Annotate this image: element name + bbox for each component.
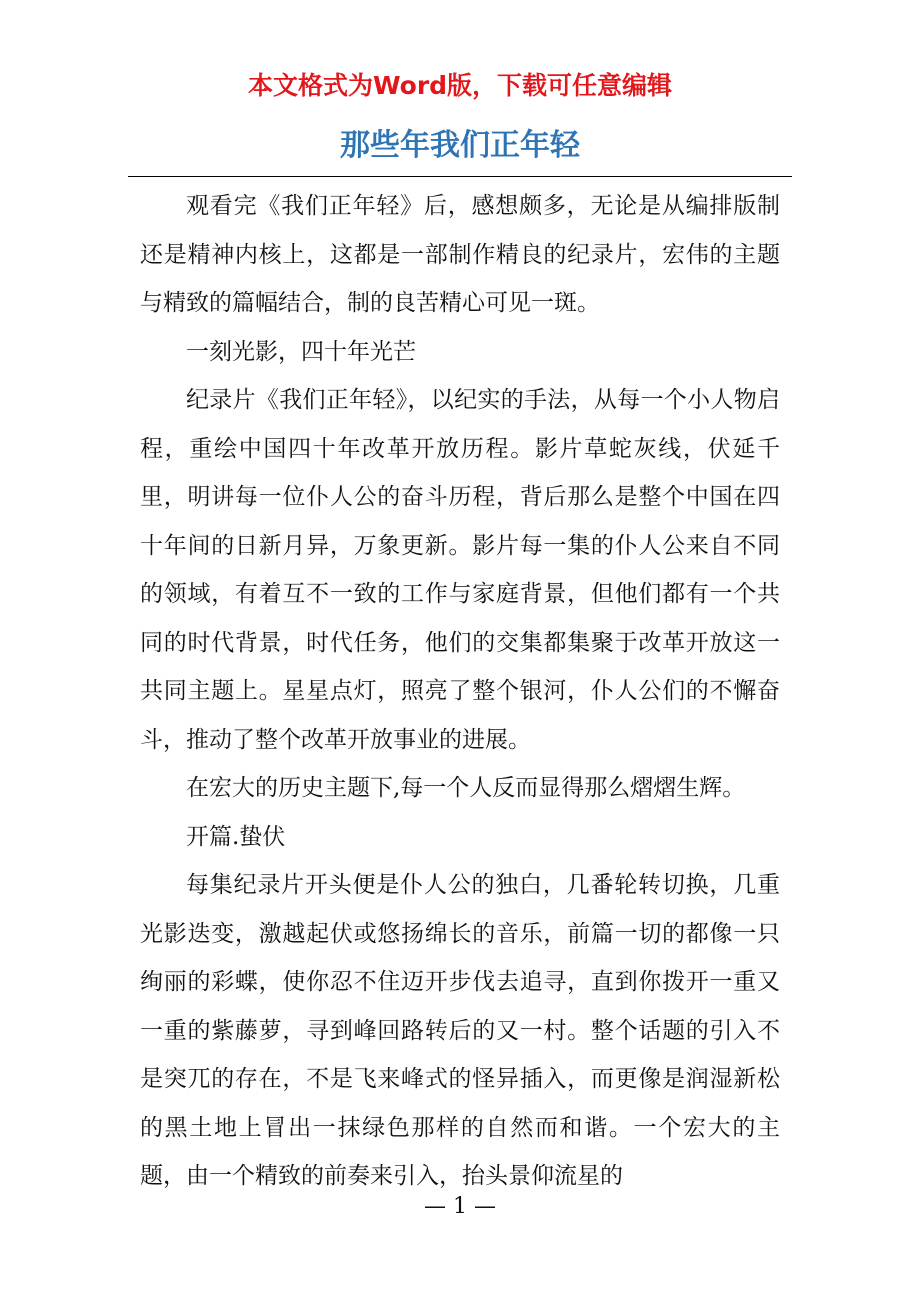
document-title: 那些年我们正年轻 [340,128,580,163]
section-heading: 开篇.蛰伏 [186,823,286,850]
format-notice-banner: 本文格式为Word版，下载可任意编辑 [247,71,673,100]
paragraph: 每集纪录片开头便是仆人公的独白，几番轮转切换，几重光影迭变，激越起伏或悠扬绵长的音乐，前篇一切的都像一只绚丽的彩蝶，使你忍不住迈开步伐去追寻，直到你拨开一重又一重的紫藤萝，寻到峰回路转后的又一村。整个话题的引入不是突兀的存在，不是飞来峰式的怪异插入，而更像是润湿新松的黑土地上冒出一抹绿色那样的自然而和谐。一个宏大的主题，由一个精致的前奏来引入，抬头景仰流星的 [140,872,780,1189]
page-number: — 1 — [424,1194,496,1219]
paragraph-intro: 观看完《我们正年轻》后，感想颇多，无论是从编排版制还是精神内核上，这都是一部制作精良的纪录片，宏伟的主题与精致的篇幅结合，制的良苦精心可见一斑。 [140,193,780,316]
section-heading: 一刻光影，四十年光芒 [186,338,416,365]
document-body [140,182,780,1201]
title-divider [128,176,792,177]
paragraph: 在宏大的历史主题下,每一个人反而显得那么熠熠生辉。 [186,775,746,801]
paragraph: 纪录片《我们正年轻》，以纪实的手法，从每一个小人物启程，重绘中国四十年改革开放历程。影片草蛇灰线，伏延千里，明讲每一位仆人公的奋斗历程，背后那么是整个中国在四十年间的日新月异，万象更新。影片每一集的仆人公来自不同的领域，有着互不一致的工作与家庭背景，但他们都有一个共同的时代背景，时代任务，他们的交集都集聚于改革开放这一共同主题上。星星点灯，照亮了整个银河，仆人公们的不懈奋斗，推动了整个改革开放事业的进展。 [140,387,780,753]
